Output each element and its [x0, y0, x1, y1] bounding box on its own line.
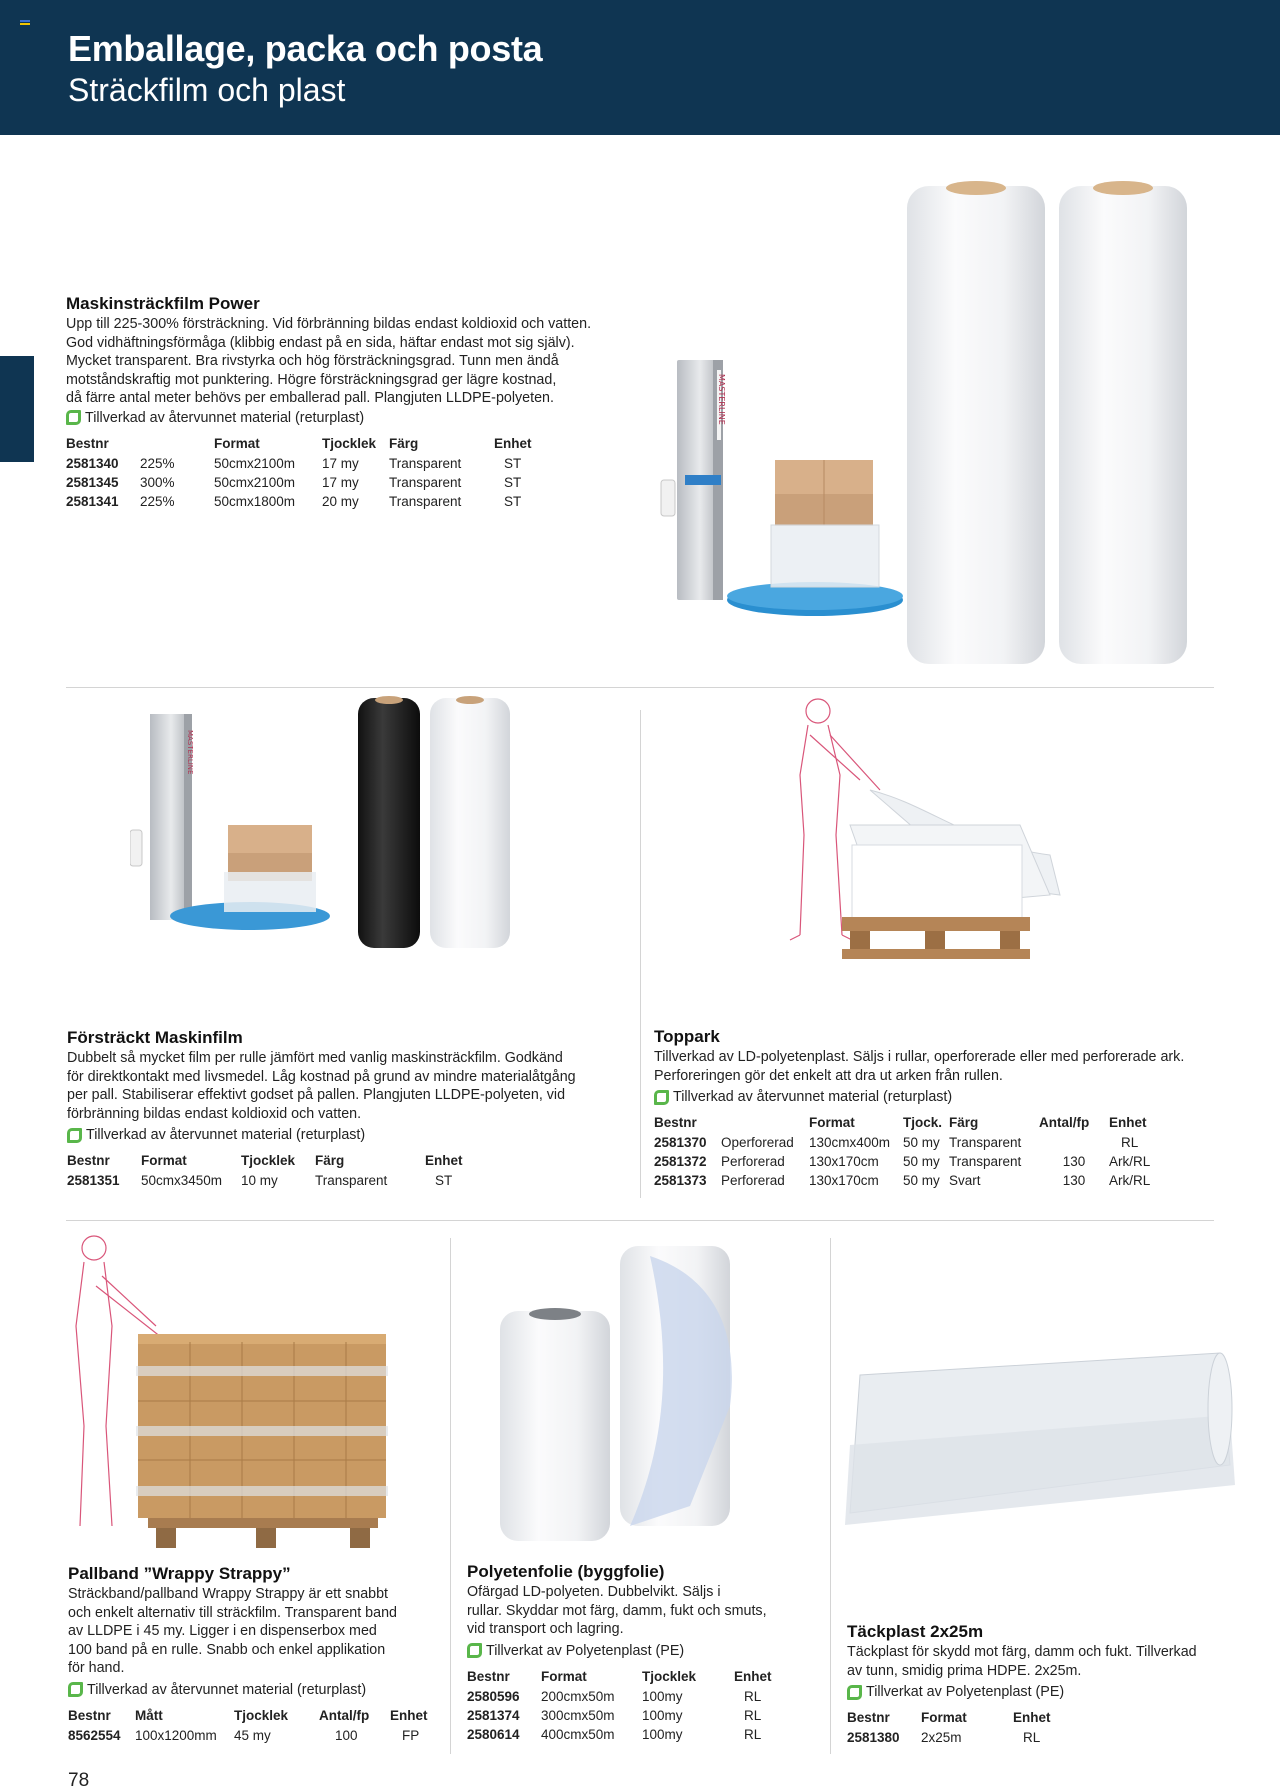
product-description: Ofärgad LD-polyeten. Dubbelvikt. Säljs i rullar. Skyddar mot färg, damm, fukt och smuts, vid transport och lagring.	[467, 1584, 767, 1638]
prestretched-film-image	[130, 690, 520, 960]
table-row: 2581351 50cmx3450m 10 my Transparent ST	[67, 1173, 453, 1189]
eco-note: Tillverkad av återvunnet material (returplast)	[654, 1089, 1234, 1105]
divider	[830, 1238, 831, 1754]
recycle-leaf-icon	[66, 410, 81, 425]
eco-note: Tillverkat av Polyetenplast (PE)	[467, 1643, 822, 1659]
table-row: 2581370 Operforerad 130cmx400m 50 my Transparent RL	[654, 1135, 1139, 1151]
product-title: Maskinsträckfilm Power	[66, 294, 260, 313]
table-row: 2580614 400cmx50m 100my RL	[467, 1726, 762, 1742]
table-row: 2581341 225% 50cmx1800m 20 my Transparent ST	[66, 493, 522, 509]
cover-plastic-image	[840, 1345, 1235, 1530]
top-sheet-pallet-image	[770, 695, 1070, 1010]
product-title: Täckplast 2x25m	[847, 1622, 984, 1641]
table-row: 2581340 225% 50cmx2100m 17 my Transparent ST	[66, 455, 522, 471]
recycle-leaf-icon	[68, 1682, 83, 1697]
flag-icon	[20, 20, 30, 27]
product-table	[68, 1708, 428, 1745]
table-header-row: Bestnr Format Tjocklek Färg Enhet	[66, 435, 532, 451]
eco-note: Tillverkad av återvunnet material (returplast)	[66, 410, 646, 426]
product-title: Toppark	[654, 1027, 720, 1046]
product-table	[67, 1153, 463, 1190]
product-table	[847, 1710, 1051, 1747]
table-header-row: Bestnr Format Tjock. Färg Antal/fp Enhet	[654, 1115, 1147, 1131]
product-table	[654, 1115, 1150, 1190]
divider	[450, 1238, 451, 1754]
table-row: 2581345 300% 50cmx2100m 17 my Transparent ST	[66, 474, 522, 490]
table-row: 2580596 200cmx50m 100my RL	[467, 1688, 762, 1704]
table-row: 2581374 300cmx50m 100my RL	[467, 1707, 762, 1723]
page-subtitle: Sträckfilm och plast	[68, 72, 346, 108]
product-title: Försträckt Maskinfilm	[67, 1028, 243, 1047]
product-title: Pallband ”Wrappy Strappy”	[68, 1564, 291, 1583]
eco-note: Tillverkat av Polyetenplast (PE)	[847, 1684, 1232, 1700]
svg-text:MASTERLINE: MASTERLINE	[186, 730, 194, 775]
product-toppark	[654, 1027, 1234, 1190]
divider	[66, 1220, 640, 1221]
polyethylene-rolls-image	[490, 1236, 810, 1546]
product-title: Polyetenfolie (byggfolie)	[467, 1562, 665, 1581]
recycle-leaf-icon	[654, 1090, 669, 1105]
page-number: 78	[68, 1770, 90, 1791]
table-row: 2581372 Perforerad 130x170cm 50 my Transparent 130 Ark/RL	[654, 1154, 1151, 1170]
table-header-row: Bestnr Format Enhet	[847, 1710, 1051, 1726]
table-header-row: Bestnr Format Tjocklek Enhet	[467, 1668, 772, 1684]
table-header-row: Bestnr Format Tjocklek Färg Enhet	[67, 1153, 463, 1169]
product-description: Upp till 225-300% försträckning. Vid förbränning bildas endast koldioxid och vatten. God vidhäftningsförmåga (klibbig endast på en sida, häftar endast mot sig själv). Mycket transparent. Bra rivstyrka och hög försträckningsgrad. Tunn men ändå motståndskraftig mot punktering. Högre försträckningsgrad ger lägre kostnad, då färre antal meter behövs per emballerad pall. Plangjuten LLDPE-polyeten.	[66, 316, 592, 407]
eco-note: Tillverkad av återvunnet material (returplast)	[67, 1127, 637, 1143]
svg-text:MASTERLINE: MASTERLINE	[717, 374, 726, 425]
product-table	[467, 1669, 772, 1744]
pallband-pallet-image	[66, 1226, 406, 1556]
recycle-leaf-icon	[847, 1685, 862, 1700]
product-pallband	[68, 1564, 443, 1745]
eco-note: Tillverkad av återvunnet material (returplast)	[68, 1682, 443, 1698]
product-description: Sträckband/pallband Wrappy Strappy är ett snabbt och enkelt alternativ till sträckfilm. Transparent band av LLDPE i 45 my. Ligger i en dispenserbox med 100 band på en rulle. Snabb och enkel applikation för hand.	[68, 1586, 397, 1677]
recycle-leaf-icon	[467, 1643, 482, 1658]
divider	[640, 1220, 1214, 1221]
wrapping-machine-rolls-image	[655, 170, 1235, 670]
table-header-row: Bestnr Mått Tjocklek Antal/fp Enhet	[68, 1707, 428, 1723]
divider	[66, 687, 1214, 688]
product-description: Dubbelt så mycket film per rulle jämfört med vanlig maskinsträckfilm. Godkänd för direktkontakt med livsmedel. Låg kostnad på grund av mindre materialåtgång per pall. Stabiliserar effektivt godset på pallen. Plangjuten LLDPE-polyeten, vid förbränning bildas endast koldioxid och vatten.	[67, 1050, 576, 1122]
product-description: Täckplast för skydd mot färg, damm och fukt. Tillverkad av tunn, smidig prima HDPE. 2x25m.	[847, 1644, 1197, 1679]
section-tab	[0, 356, 34, 462]
page-title: Emballage, packa och posta	[68, 28, 543, 69]
product-tackplast	[847, 1622, 1232, 1747]
product-polyeten	[467, 1562, 822, 1744]
product-forstrackt	[67, 1028, 637, 1190]
product-power	[66, 294, 646, 511]
table-row: 8562554 100x1200mm 45 my 100 FP	[68, 1727, 420, 1743]
product-table	[66, 436, 532, 511]
table-row: 2581380 2x25m RL	[847, 1730, 1041, 1746]
divider	[640, 710, 641, 1198]
table-row: 2581373 Perforerad 130x170cm 50 my Svart 130 Ark/RL	[654, 1173, 1151, 1189]
product-description: Tillverkad av LD-polyetenplast. Säljs i rullar, operforerade eller med perforerade ark. Perforeringen gör det enkelt att dra ut arken från rullen.	[654, 1049, 1185, 1084]
recycle-leaf-icon	[67, 1128, 82, 1143]
